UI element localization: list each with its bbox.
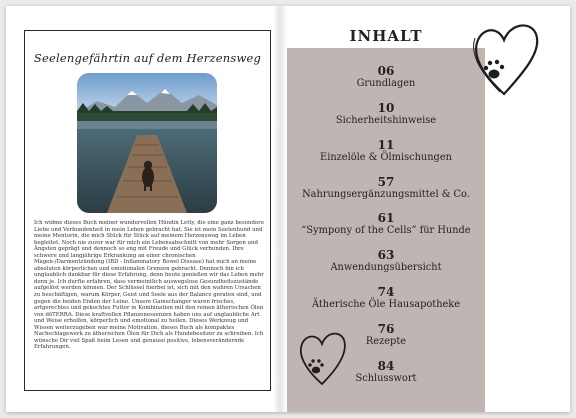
toc-page-number: 57	[377, 175, 395, 189]
toc-label: Anwendungsübersicht	[330, 262, 442, 273]
dog-on-jetty-photo	[77, 73, 217, 213]
toc-page-number: 11	[377, 138, 395, 152]
heart-paw-icon	[470, 14, 542, 98]
toc-entry-einzeloele[interactable]	[287, 138, 485, 164]
toc-label: Rezepte	[365, 336, 407, 347]
toc-title: INHALT	[349, 27, 423, 45]
toc-page-number: 10	[377, 101, 395, 115]
toc-label: Nahrungsergänzungsmittel & Co.	[302, 189, 470, 200]
toc-label: Grundlagen	[356, 78, 416, 89]
toc-page-number: 63	[377, 248, 395, 262]
dedication-paragraph: Ich widme dieses Buch meiner wundervollen Hündin Letty, die eine ganz besondere Liebe und Verbundenheit in mein Leben gebracht hat. Sie ist mein Seelenhund und meine Mentorin, die mich Stück für Stück auf meinem Herzensweg im Leben begleitet. Noch nie zuvor war für mich ein Lebensabschnitt von mehr Sorgen und Ängsten geprägt und dennoch so eng mit Freude und Glück verbunden. Ihre schwere und langjährige Erkrankung an einer chronischen Magen-/Darmentzündung (IBD - Inflammatory Bowel Disease) hat mich an meine absoluten körperlichen und emotionalen Grenzen gebracht. Dennoch bin ich unglaublich dankbar für diese Erfahrung, denn heute genießen wir das Leben mehr denn je. Ich durfte erfahren, dass vermeintlich auswegslose Gesundheitszustände aufgelöst werden können. Der Schlüssel hierbei ist, sich mit den wahren Ursachen zu beschäftigen, warum Körper, Geist und Seele aus der Balance geraten sind, und gegen die beiden Enden der Leine. Unsere Gamechanger waren frisches, artgerechtes und gekochtes Futter in Kombination mit den reinen ätherischen Ölen von dōTERRA. Diese kraftvollen Pflanzenessenzen haben uns auf unglaubliche Art und Weise erholfen, körperlich und emotional zu heilen. Dieses Werkzeug und Wissen weiterzugeben war meine Motivation, dieses Buch als kompaktes Nachschlagewerk zu ätherischen Ölen für Dich als Hundebesitzer zu schreiben. Ich wünsche Dir viel Spaß beim Lesen und genauso positive, lebensverändernde Erfahrungen.	[34, 220, 264, 351]
dedication-frame	[24, 30, 271, 391]
heart-paw-icon	[296, 326, 348, 388]
toc-label: Schlusswort	[355, 373, 417, 384]
toc-label: Einzelöle & Ölmischungen	[320, 152, 452, 163]
toc-label: Sicherheitshinweise	[335, 115, 437, 126]
book-spine	[273, 6, 287, 412]
toc-entry-symphony[interactable]	[287, 211, 485, 237]
toc-page-number: 84	[377, 359, 395, 373]
toc-page-number: 74	[377, 285, 395, 299]
toc-label: Ätherische Öle Hausapotheke	[311, 299, 461, 310]
toc-entry-grundlagen[interactable]	[287, 64, 485, 90]
toc-entry-anwendung[interactable]	[287, 248, 485, 274]
toc-entry-hausapotheke[interactable]	[287, 285, 485, 311]
toc-page-number: 76	[377, 322, 395, 336]
toc-label: “Sympony of the Cells” für Hunde	[301, 225, 471, 236]
toc-entry-nahrungsergaenzung[interactable]	[287, 175, 485, 201]
toc-page-number: 06	[377, 64, 395, 78]
toc-page-number: 61	[377, 211, 395, 225]
dedication-title: Seelengefährtin auf dem Herzensweg	[33, 51, 262, 65]
toc-entry-sicherheitshinweise[interactable]	[287, 101, 485, 127]
